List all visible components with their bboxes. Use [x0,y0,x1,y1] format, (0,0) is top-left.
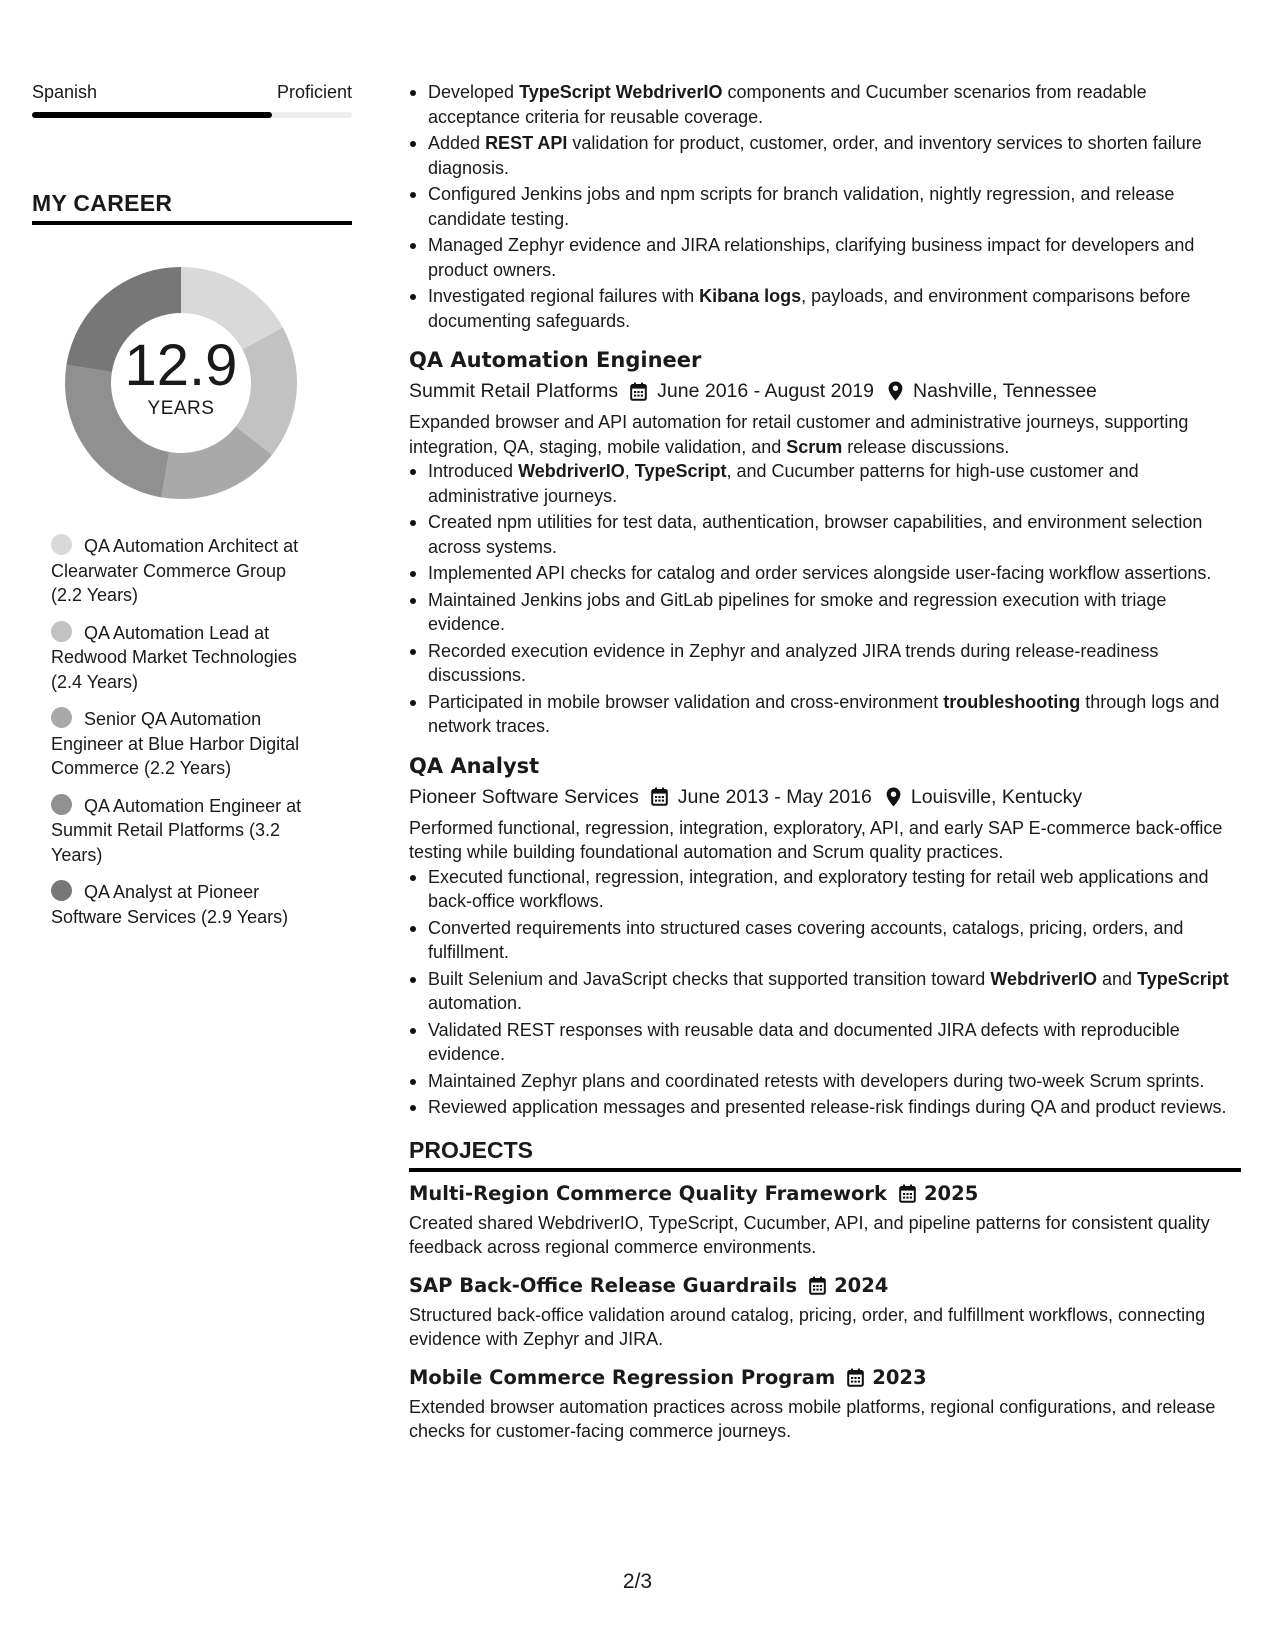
legend-label: QA Automation Architect at Clearwater Commerce Group (2.2 Years) [51,536,299,605]
legend-label: QA Analyst at Pioneer Software Services (2.9 Years) [51,882,289,927]
text-run: Introduced [428,461,519,481]
text-run: Implemented API checks for catalog and order services alongside user-facing workflow assertions. [428,563,1212,583]
bold-text: Kibana logs [699,286,802,306]
bullet-item [409,967,1241,1016]
legend-item [51,880,321,929]
language-name: Spanish [32,82,98,102]
company-name: Summit Retail Platforms [409,380,619,402]
job-summary [409,410,1241,459]
legend-item [51,534,321,608]
legend-swatch [51,621,72,642]
bullet-item [409,182,1241,231]
text-run: , and Cucumber patterns for high-use customer and administrative journeys. [428,461,1139,506]
project-year: 2023 [872,1365,927,1389]
bullet-item [409,233,1241,282]
bold-text: TypeScript [634,461,727,481]
job-dates: June 2016 - August 2019 [657,380,874,402]
bullet-item [409,459,1241,508]
years-label: YEARS [147,398,215,419]
job-meta [409,783,1241,811]
project-header [409,1180,1241,1208]
calendar-icon [651,787,668,806]
language-row [32,80,352,104]
text-run: Validated REST responses with reusable data and documented JIRA defects with reproducible evidence. [428,1019,1180,1064]
text-run: through logs and network traces. [428,691,1220,736]
text-run: Reviewed application messages and presented release-risk findings during QA and product reviews. [428,1097,1227,1117]
job-title: QA Automation Engineer [409,348,702,372]
main-content [409,80,1241,1444]
projects-list [409,1180,1241,1444]
legend-swatch [51,880,72,901]
projects-heading: PROJECTS [409,1137,1241,1172]
bullet-item [409,561,1241,586]
legend-item [51,794,321,868]
bold-text: TypeScript [1137,968,1229,989]
text-run: Configured Jenkins jobs and npm scripts for branch validation, nightly regression, and release candidate testing. [428,184,1175,229]
project-header [409,1364,1241,1392]
career-legend [51,534,321,929]
text-run: Developed [428,82,520,102]
project-entry [409,1180,1241,1260]
bullet-item [409,690,1241,739]
bullet-item [409,284,1241,333]
bullet-item [409,131,1241,180]
legend-label: Senior QA Automation Engineer at Blue Harbor Digital Commerce (2.2 Years) [51,709,300,778]
legend-swatch [51,707,72,728]
text-run: , [624,461,635,481]
legend-swatch [51,534,72,555]
job-meta [409,377,1241,405]
bullet-item [409,588,1241,637]
bullet-item [409,80,1241,129]
bold-text: WebdriverIO [990,968,1098,989]
bold-text: troubleshooting [943,691,1081,712]
sidebar [32,80,352,942]
legend-item [51,621,321,695]
experience-list [409,346,1241,1120]
text-run: components and Cucumber scenarios from readable acceptance criteria for reusable coverage. [428,82,1147,127]
language-proficiency-bar [32,112,352,118]
bullet-item [409,1095,1241,1120]
text-run: release discussions. [842,436,1010,457]
job-location: Nashville, Tennessee [912,380,1097,402]
bullet-item [409,639,1241,688]
text-run: Executed functional, regression, integration, and exploratory testing for retail web applications and back-office workflows. [428,866,1209,911]
text-run: Recorded execution evidence in Zephyr and analyzed JIRA trends during release-readiness discussions. [428,640,1159,685]
total-years: 12.9 [124,333,238,398]
career-heading: MY CAREER [32,190,352,225]
project-header [409,1272,1241,1300]
text-run: Maintained Jenkins jobs and GitLab pipelines for smoke and regression execution with triage evidence. [428,589,1167,634]
calendar-icon [847,1368,864,1387]
legend-item [51,707,321,781]
project-year: 2025 [923,1181,979,1205]
text-run: Participated in mobile browser validation and cross-environment [428,691,944,712]
project-entry [409,1272,1241,1352]
job-location: Louisville, Kentucky [910,785,1083,808]
job-title: QA Analyst [409,753,540,778]
project-year: 2024 [834,1273,889,1297]
job-summary [409,816,1241,865]
map-pin-icon [888,381,903,401]
text-run: Expanded browser and API automation for retail customer and administrative journeys, supporting integration, QA, staging, mobile validation, and [409,412,1189,457]
project-title: Multi-Region Commerce Quality Framework [409,1181,887,1205]
bullet-item [409,1069,1241,1094]
language-level: Proficient [276,82,352,102]
text-run: automation. [428,993,523,1013]
text-run: Added [428,133,486,153]
text-run: , payloads, and environment comparisons before documenting safeguards. [428,286,1191,331]
bullet-item [409,916,1241,965]
legend-swatch [51,794,72,815]
career-donut-chart [56,258,306,508]
legend-label: QA Automation Lead at Redwood Market Technologies (2.4 Years) [51,622,297,692]
text-run: Managed Zephyr evidence and JIRA relationships, clarifying business impact for developers and product owners. [428,235,1195,280]
page-number: 2/3 [622,1570,653,1593]
project-description: Extended browser automation practices across mobile platforms, regional configurations, and release checks for customer-facing commerce journeys. [409,1396,1216,1441]
map-pin-icon [886,787,901,807]
project-title: SAP Back-Office Release Guardrails [409,1273,798,1297]
text-run: Converted requirements into structured cases covering accounts, catalogs, pricing, orders, and fulfillment. [428,917,1184,962]
text-run: validation for product, customer, order, and inventory services to shorten failure diagnosis. [428,133,1202,178]
bullet-item [409,865,1241,914]
language-proficiency-fill [32,112,272,118]
text-run: Built Selenium and JavaScript checks that supported transition toward [428,968,991,989]
project-description: Created shared WebdriverIO, TypeScript, Cucumber, API, and pipeline patterns for consistent quality feedback across regional commerce environments. [409,1212,1210,1257]
previous-role-bullets [409,80,1241,333]
job-entry [409,346,1241,739]
job-entry [409,752,1241,1120]
bold-text: WebdriverIO [518,461,625,481]
calendar-icon [630,382,647,401]
project-entry [409,1364,1241,1444]
text-run: Investigated regional failures with [428,286,700,306]
text-run: Maintained Zephyr plans and coordinated retests with developers during two-week Scrum sprints. [428,1070,1205,1091]
text-run: Created npm utilities for test data, authentication, browser capabilities, and environment selection across systems. [428,512,1203,557]
text-run: and [1097,968,1138,989]
job-bullets [409,865,1241,1120]
bullet-item [409,510,1241,559]
text-run: Performed functional, regression, integration, exploratory, API, and early SAP E-commerce back-office testing while building foundational automation and Scrum quality practices. [409,817,1223,862]
legend-label: QA Automation Engineer at Summit Retail Platforms (3.2 Years) [51,795,302,865]
bullet-item [409,1018,1241,1067]
project-title: Mobile Commerce Regression Program [409,1365,836,1389]
bold-text: Scrum [786,436,843,457]
donut-center [56,258,306,508]
bold-text: TypeScript WebdriverIO [519,82,723,102]
calendar-icon [809,1276,826,1295]
calendar-icon [899,1184,916,1203]
job-bullets [409,459,1241,739]
project-description: Structured back-office validation around catalog, pricing, order, and fulfillment workflows, connecting evidence with Zephyr and JIRA. [409,1304,1206,1349]
job-dates: June 2013 - May 2016 [677,785,872,808]
company-name: Pioneer Software Services [409,785,639,808]
bold-text: REST API [485,133,568,153]
